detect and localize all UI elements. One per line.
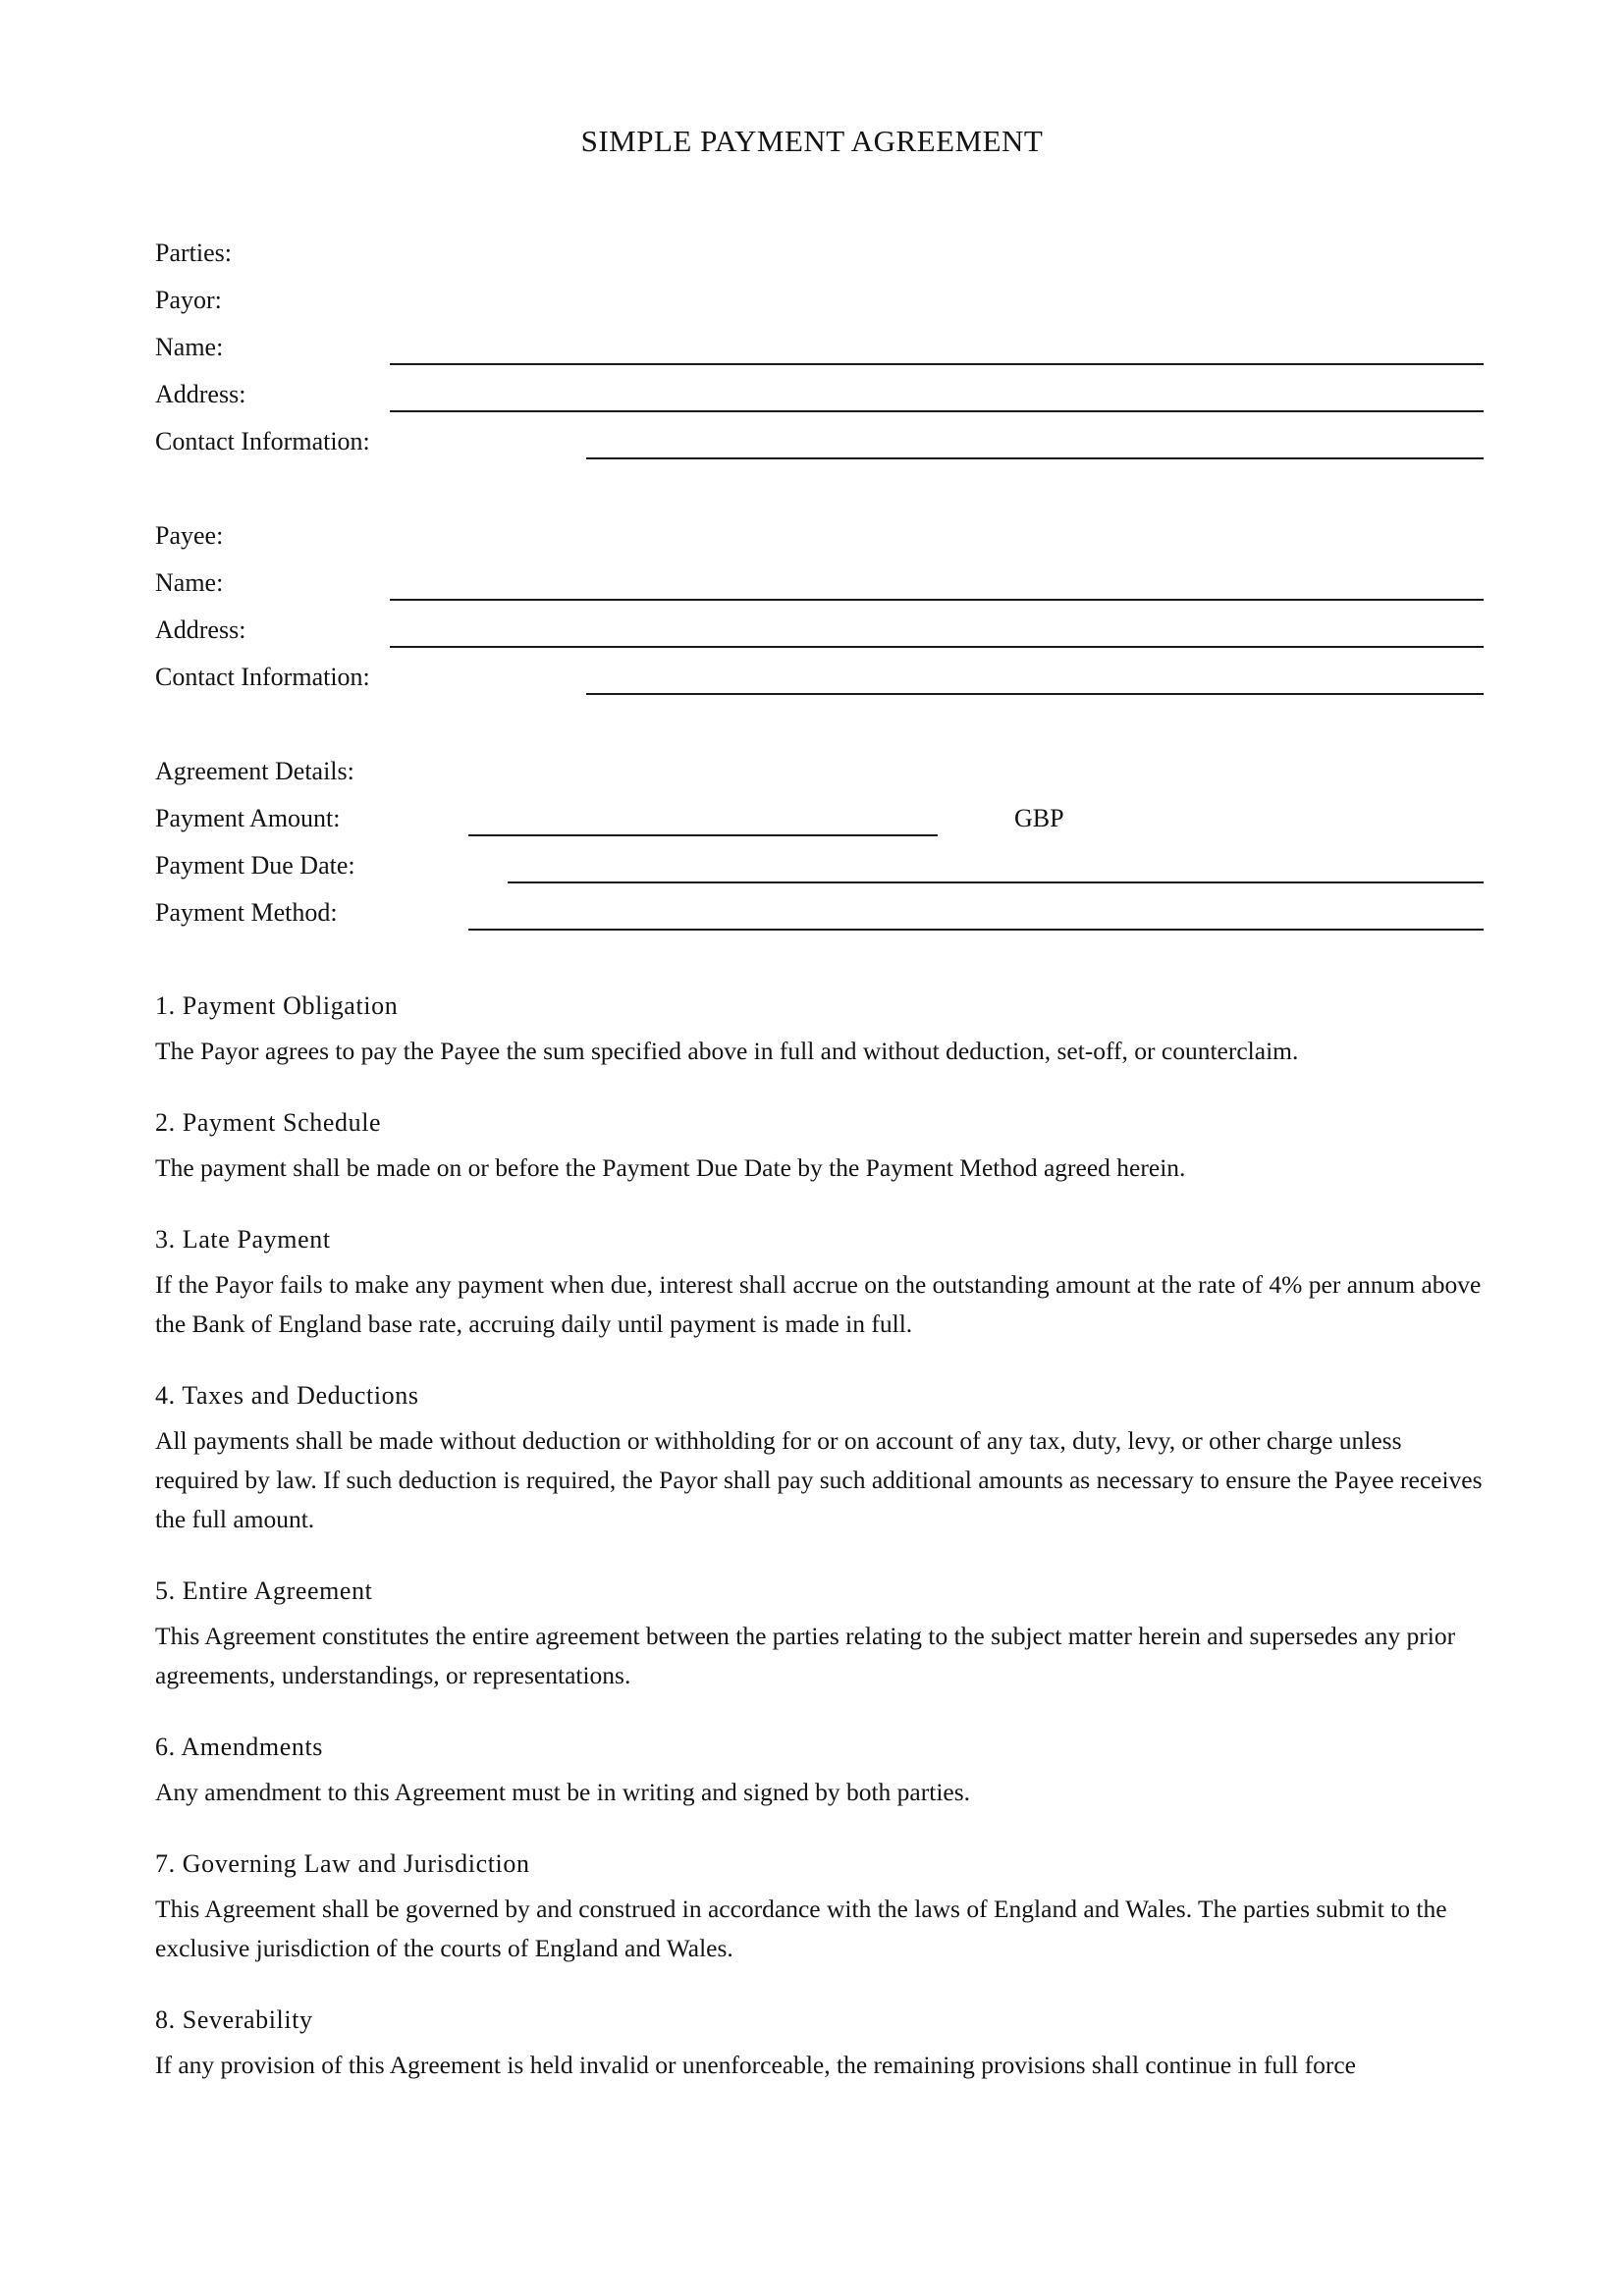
clause-taxes-and-deductions <box>155 1380 1489 1539</box>
clause-heading: 4. Taxes and Deductions <box>155 1381 419 1410</box>
clause-text: Any amendment to this Agreement must be in writing and signed by both parties. <box>155 1778 971 1806</box>
clause-heading: 2. Payment Schedule <box>155 1108 382 1137</box>
payor-contact-field[interactable] <box>586 457 1484 459</box>
clause-heading: 7. Governing Law and Jurisdiction <box>155 1849 530 1878</box>
payor-heading: Payor: <box>155 286 222 314</box>
clause-late-payment <box>155 1224 1489 1344</box>
clause-payment-schedule <box>155 1107 1489 1188</box>
clause-text: The payment shall be made on or before the Payment Due Date by the Payment Method agreed herein. <box>155 1153 1186 1182</box>
payor-address-label: Address: <box>155 380 246 408</box>
clause-heading: 3. Late Payment <box>155 1225 331 1254</box>
payee-contact-field[interactable] <box>586 693 1484 695</box>
clause-governing-law <box>155 1848 1489 1968</box>
payee-contact-label: Contact Information: <box>155 663 370 691</box>
payor-contact-label: Contact Information: <box>155 427 370 455</box>
payee-name-field[interactable] <box>390 599 1484 601</box>
clause-heading: 8. Severability <box>155 2005 313 2034</box>
clause-text: This Agreement constitutes the entire agreement between the parties relating to the subject matter herein and supersedes any prior agreements, understandings, or representations. <box>155 1622 1456 1689</box>
clause-text: The Payor agrees to pay the Payee the sum specified above in full and without deduction, set-off, or counterclaim. <box>155 1037 1299 1065</box>
clause-heading: 1. Payment Obligation <box>155 991 399 1020</box>
clause-heading: 5. Entire Agreement <box>155 1576 373 1605</box>
clause-text: If any provision of this Agreement is held invalid or unenforceable, the remaining provisions shall continue in full force <box>155 2051 1356 2079</box>
payment-amount-field[interactable] <box>468 834 938 836</box>
details-heading: Agreement Details: <box>155 757 354 785</box>
parties-heading: Parties: <box>155 239 232 267</box>
clause-entire-agreement <box>155 1575 1489 1695</box>
document-title: SIMPLE PAYMENT AGREEMENT <box>580 124 1044 158</box>
clause-severability <box>155 2004 1489 2085</box>
payment-method-field[interactable] <box>468 929 1484 931</box>
payee-name-label: Name: <box>155 568 224 597</box>
clause-text: If the Payor fails to make any payment when due, interest shall accrue on the outstanding amount at the rate of 4% per annum above the Bank of England base rate, accruing daily until payment is made in full. <box>155 1270 1482 1338</box>
payee-heading: Payee: <box>155 521 224 550</box>
payee-address-label: Address: <box>155 615 246 644</box>
payor-name-field[interactable] <box>390 363 1484 365</box>
clause-text: This Agreement shall be governed by and construed in accordance with the laws of England and Wales. The parties submit to the exclusive jurisdiction of the courts of England and Wales. <box>155 1895 1447 1962</box>
clause-heading: 6. Amendments <box>155 1733 324 1761</box>
payor-name-label: Name: <box>155 333 224 361</box>
payment-method-label: Payment Method: <box>155 898 338 927</box>
clause-payment-obligation <box>155 990 1489 1071</box>
payment-due-date-field[interactable] <box>508 881 1484 883</box>
currency-label: GBP <box>1014 804 1064 832</box>
payee-address-field[interactable] <box>390 646 1484 648</box>
payment-amount-label: Payment Amount: <box>155 804 341 832</box>
clause-text: All payments shall be made without deduction or withholding for or on account of any tax, duty, levy, or other charge unless required by law. If such deduction is required, the Payor shall pay such additional amounts as necessary to ensure the Payee receives the full amount. <box>155 1426 1483 1533</box>
clause-amendments <box>155 1732 1489 1812</box>
payment-due-date-label: Payment Due Date: <box>155 851 355 880</box>
payor-address-field[interactable] <box>390 410 1484 412</box>
